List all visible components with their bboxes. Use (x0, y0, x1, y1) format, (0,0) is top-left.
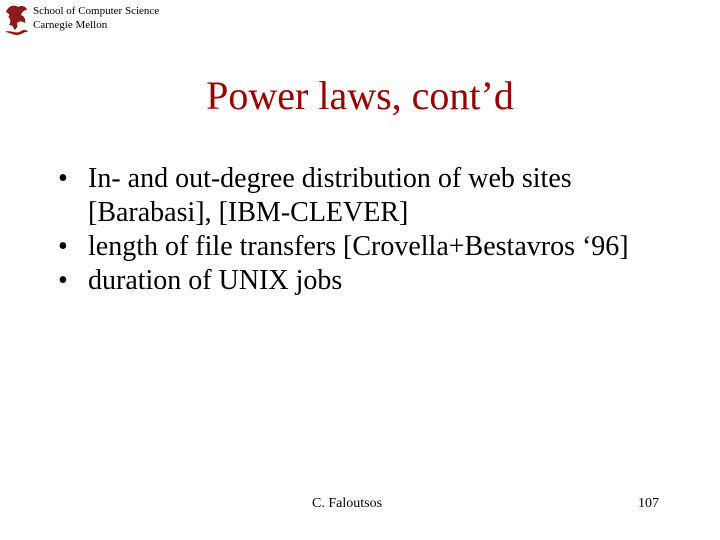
bullet-marker-icon: • (58, 265, 68, 296)
bullet-marker-icon: • (58, 163, 68, 194)
bullet-text: In- and out-degree distribution of web sites [Barabasi], [IBM-CLEVER] (88, 163, 572, 228)
bullet-text: duration of UNIX jobs (88, 265, 343, 296)
school-name: School of Computer Science (33, 5, 160, 17)
bullet-list (58, 162, 708, 298)
bullet-item (58, 162, 658, 230)
university-name: Carnegie Mellon (33, 19, 108, 31)
bullet-item (58, 264, 658, 298)
page-number: 107 (638, 496, 659, 511)
institution-header (33, 4, 159, 32)
bullet-item (58, 230, 658, 264)
slide-title: Power laws, cont’d (206, 73, 514, 118)
bullet-marker-icon: • (58, 231, 68, 262)
bullet-text: length of file transfers [Crovella+Bestavros ‘96] (88, 231, 629, 262)
footer-author: C. Faloutsos (312, 496, 383, 511)
cmu-griffin-logo-icon (2, 2, 30, 38)
